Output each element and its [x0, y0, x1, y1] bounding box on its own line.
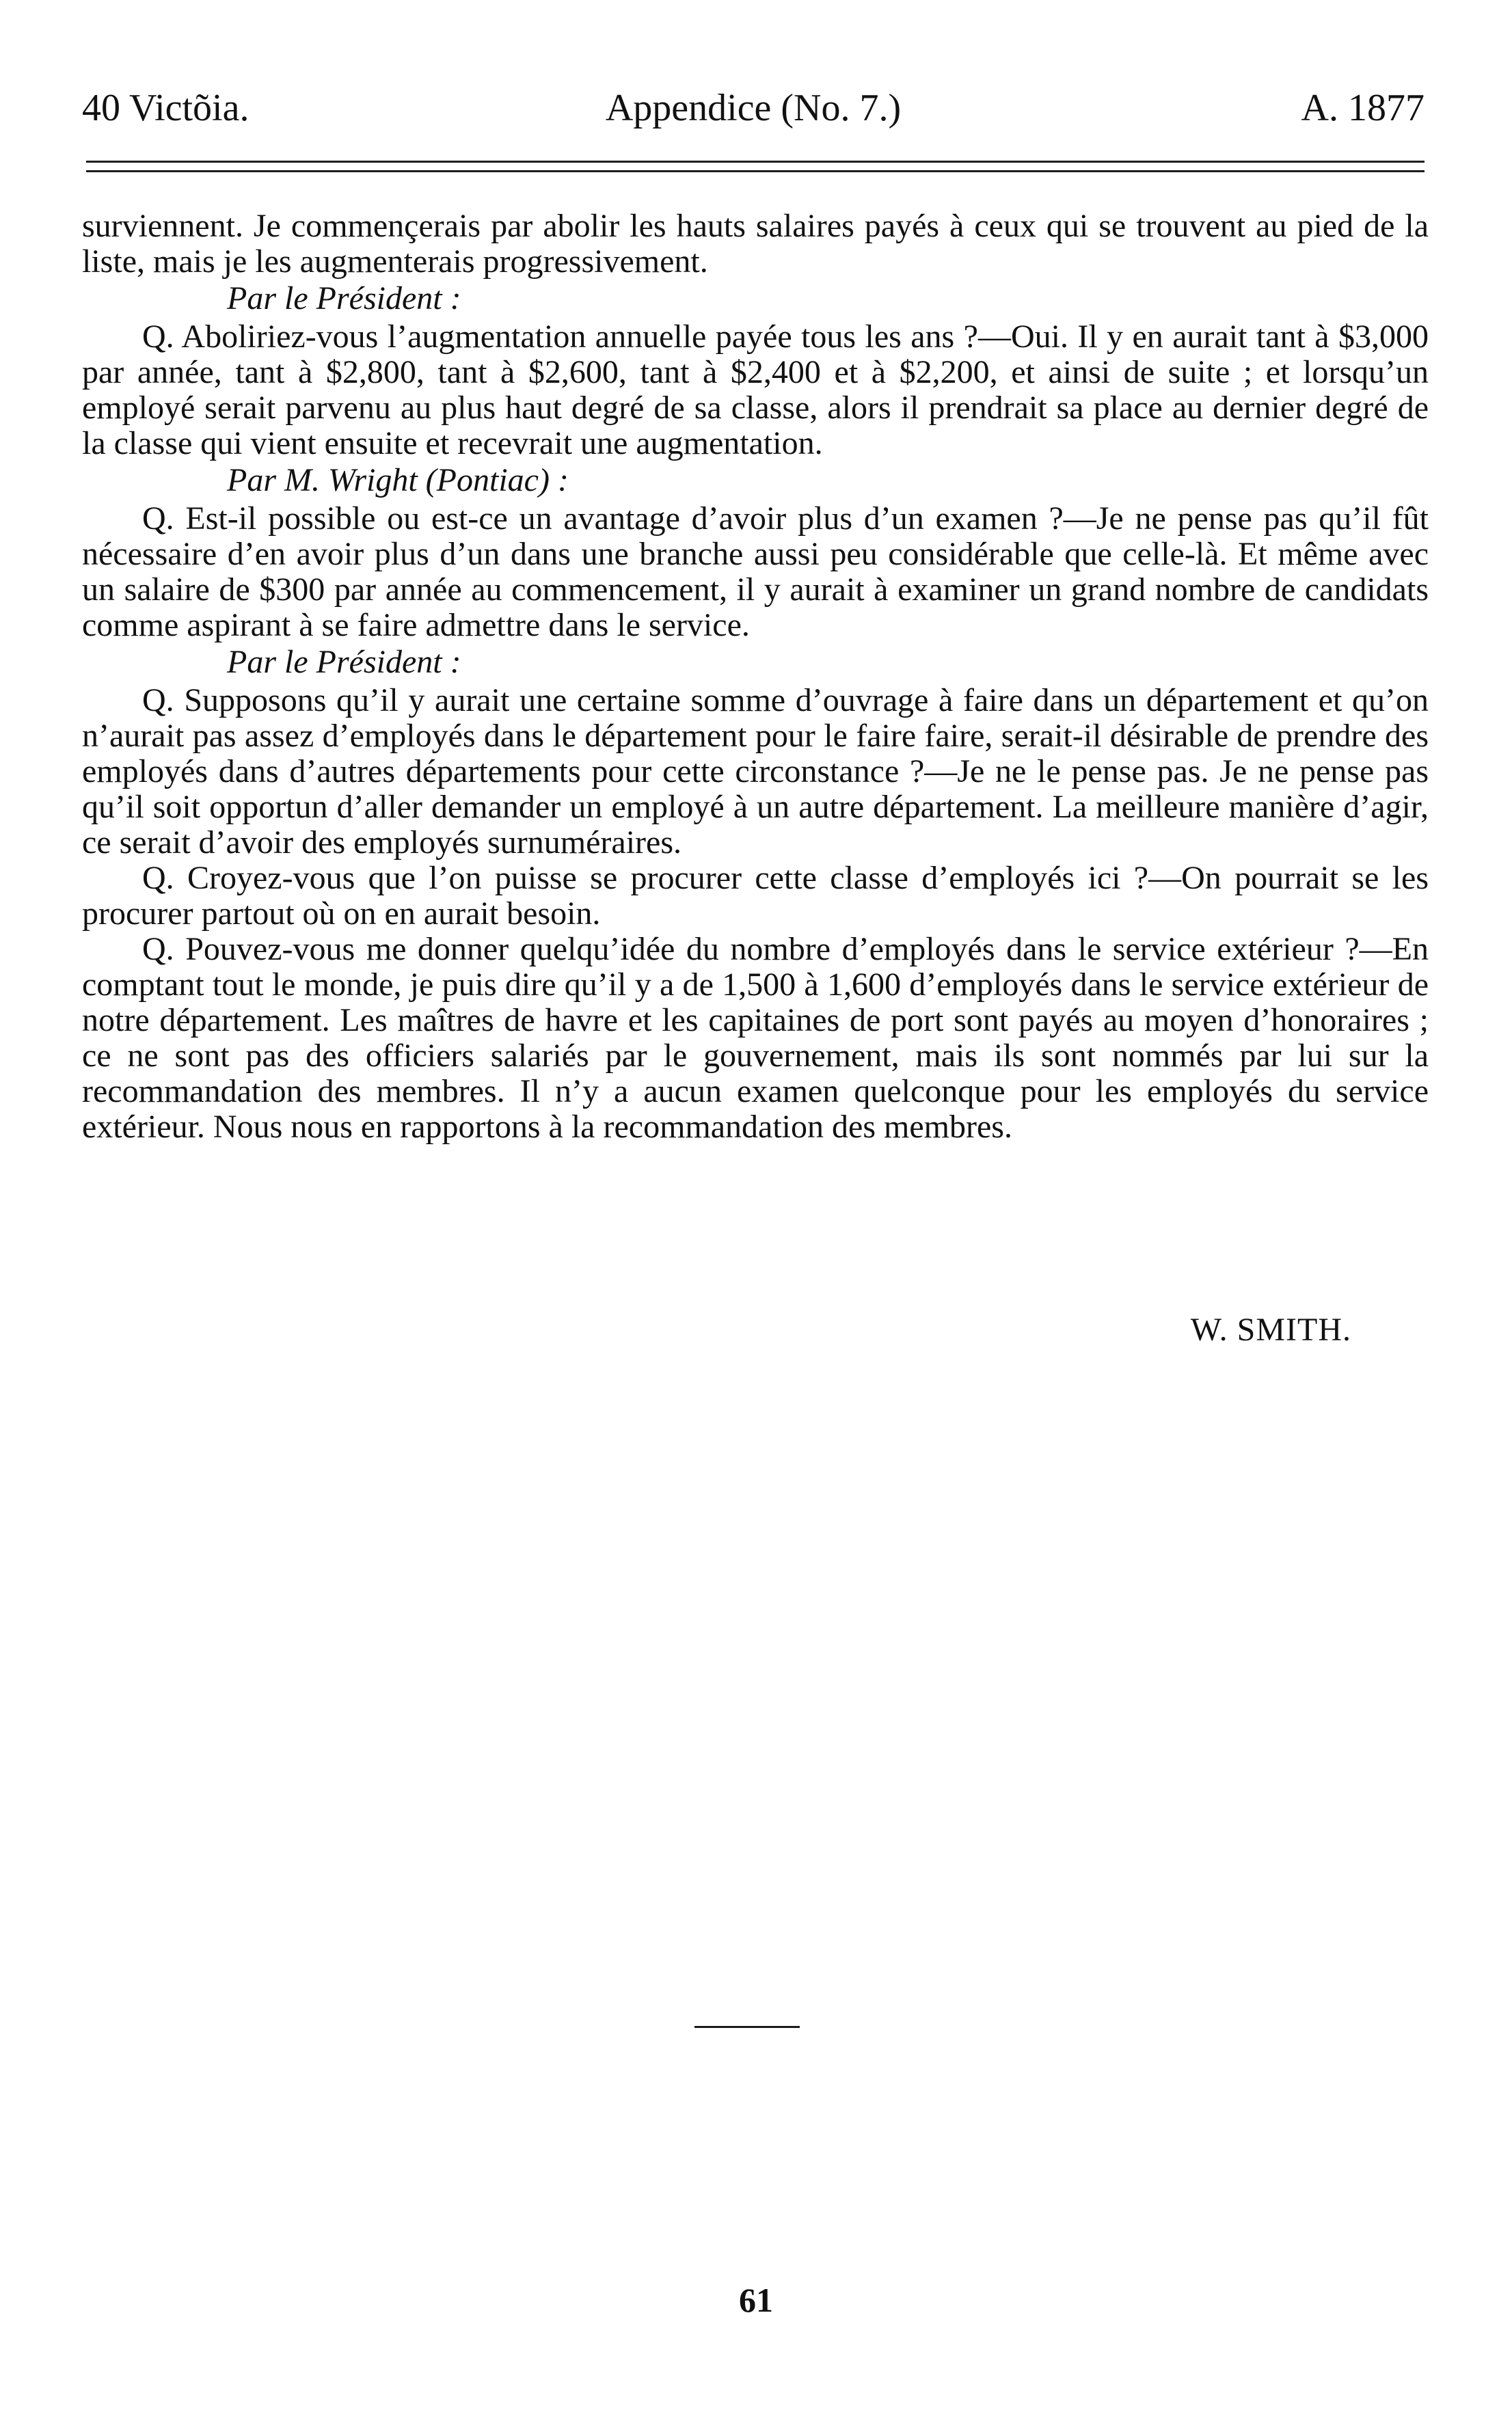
header-rule-top: [86, 161, 1425, 163]
speaker-president-2: Par le Président :: [227, 644, 461, 680]
paragraph-question-exterior-service: Q. Pouvez-vous me donner quelqu’idée du nombre d’employés dans le service extérieur ?—En comptant tout le monde, je puis dire qu’il y a de 1,500 à 1,600 d’employés dans le service extérieur de notre département. Les maîtres de havre et les capitaines de port sont payés au moyen d’honoraires ; ce ne sont pas des officiers salariés par le gouvernement, mais ils sont nommés par lui sur la recommandation des membres. Il n’y a aucun examen quelconque pour les employés du service extérieur. Nous nous en rapportons à la recommandation des membres.: [82, 931, 1429, 1145]
body-text: [82, 208, 1429, 1145]
paragraph-question-departments: Q. Supposons qu’il y aurait une certaine somme d’ouvrage à faire dans un département et qu’on n’aurait pas assez d’employés dans le département pour le faire faire, serait-il désirable de prendre des employés dans d’autres départements pour cette circonstance ?—Je ne le pense pas. Je ne pense pas qu’il soit opportun d’aller demander un employé à un autre département. La meilleure manière d’agir, ce serait d’avoir des employés surnuméraires.: [82, 682, 1429, 861]
paragraph-question-annual-increase: Q. Aboliriez-vous l’augmentation annuelle payée tous les ans ?—Oui. Il y en aurait tant à $3,000 par année, tant à $2,800, tant à $2,600, tant à $2,400 et à $2,200, et ainsi de suite ; et lorsqu’un employé serait parvenu au plus haut degré de sa classe, alors il prendrait sa place au dernier degré de la classe qui vient ensuite et recevrait une augmentation.: [82, 319, 1429, 461]
section-divider: [694, 2026, 800, 2028]
paragraph-continuation: surviennent. Je commençerais par abolir les hauts salaires payés à ceux qui se trouvent au pied de la liste, mais je les augmenterais progressivement.: [82, 208, 1429, 280]
speaker-wright: Par M. Wright (Pontiac) :: [227, 462, 569, 498]
header-session: 40 Victõia.: [82, 87, 249, 129]
header-rule-bottom: [86, 170, 1425, 172]
signature: W. SMITH.: [1190, 1312, 1351, 1348]
header-double-rule: [86, 161, 1425, 176]
header-appendix: Appendice (No. 7.): [605, 87, 902, 129]
page-number: 61: [739, 2281, 773, 2319]
header-year: A. 1877: [1301, 87, 1425, 129]
speaker-president-1: Par le Président :: [227, 280, 461, 316]
page-header: [82, 77, 1425, 138]
paragraph-question-procure-employees: Q. Croyez-vous que l’on puisse se procurer cette classe d’employés ici ?—On pourrait se les procurer partout où on en aurait besoin.: [82, 860, 1429, 932]
paragraph-question-exams: Q. Est-il possible ou est-ce un avantage d’avoir plus d’un examen ?—Je ne pense pas qu’il fût nécessaire d’en avoir plus d’un dans une branche aussi peu considérable que celle-là. Et même avec un salaire de $300 par année au commencement, il y aurait à examiner un grand nombre de candidats comme aspirant à se faire admettre dans le service.: [82, 500, 1429, 643]
